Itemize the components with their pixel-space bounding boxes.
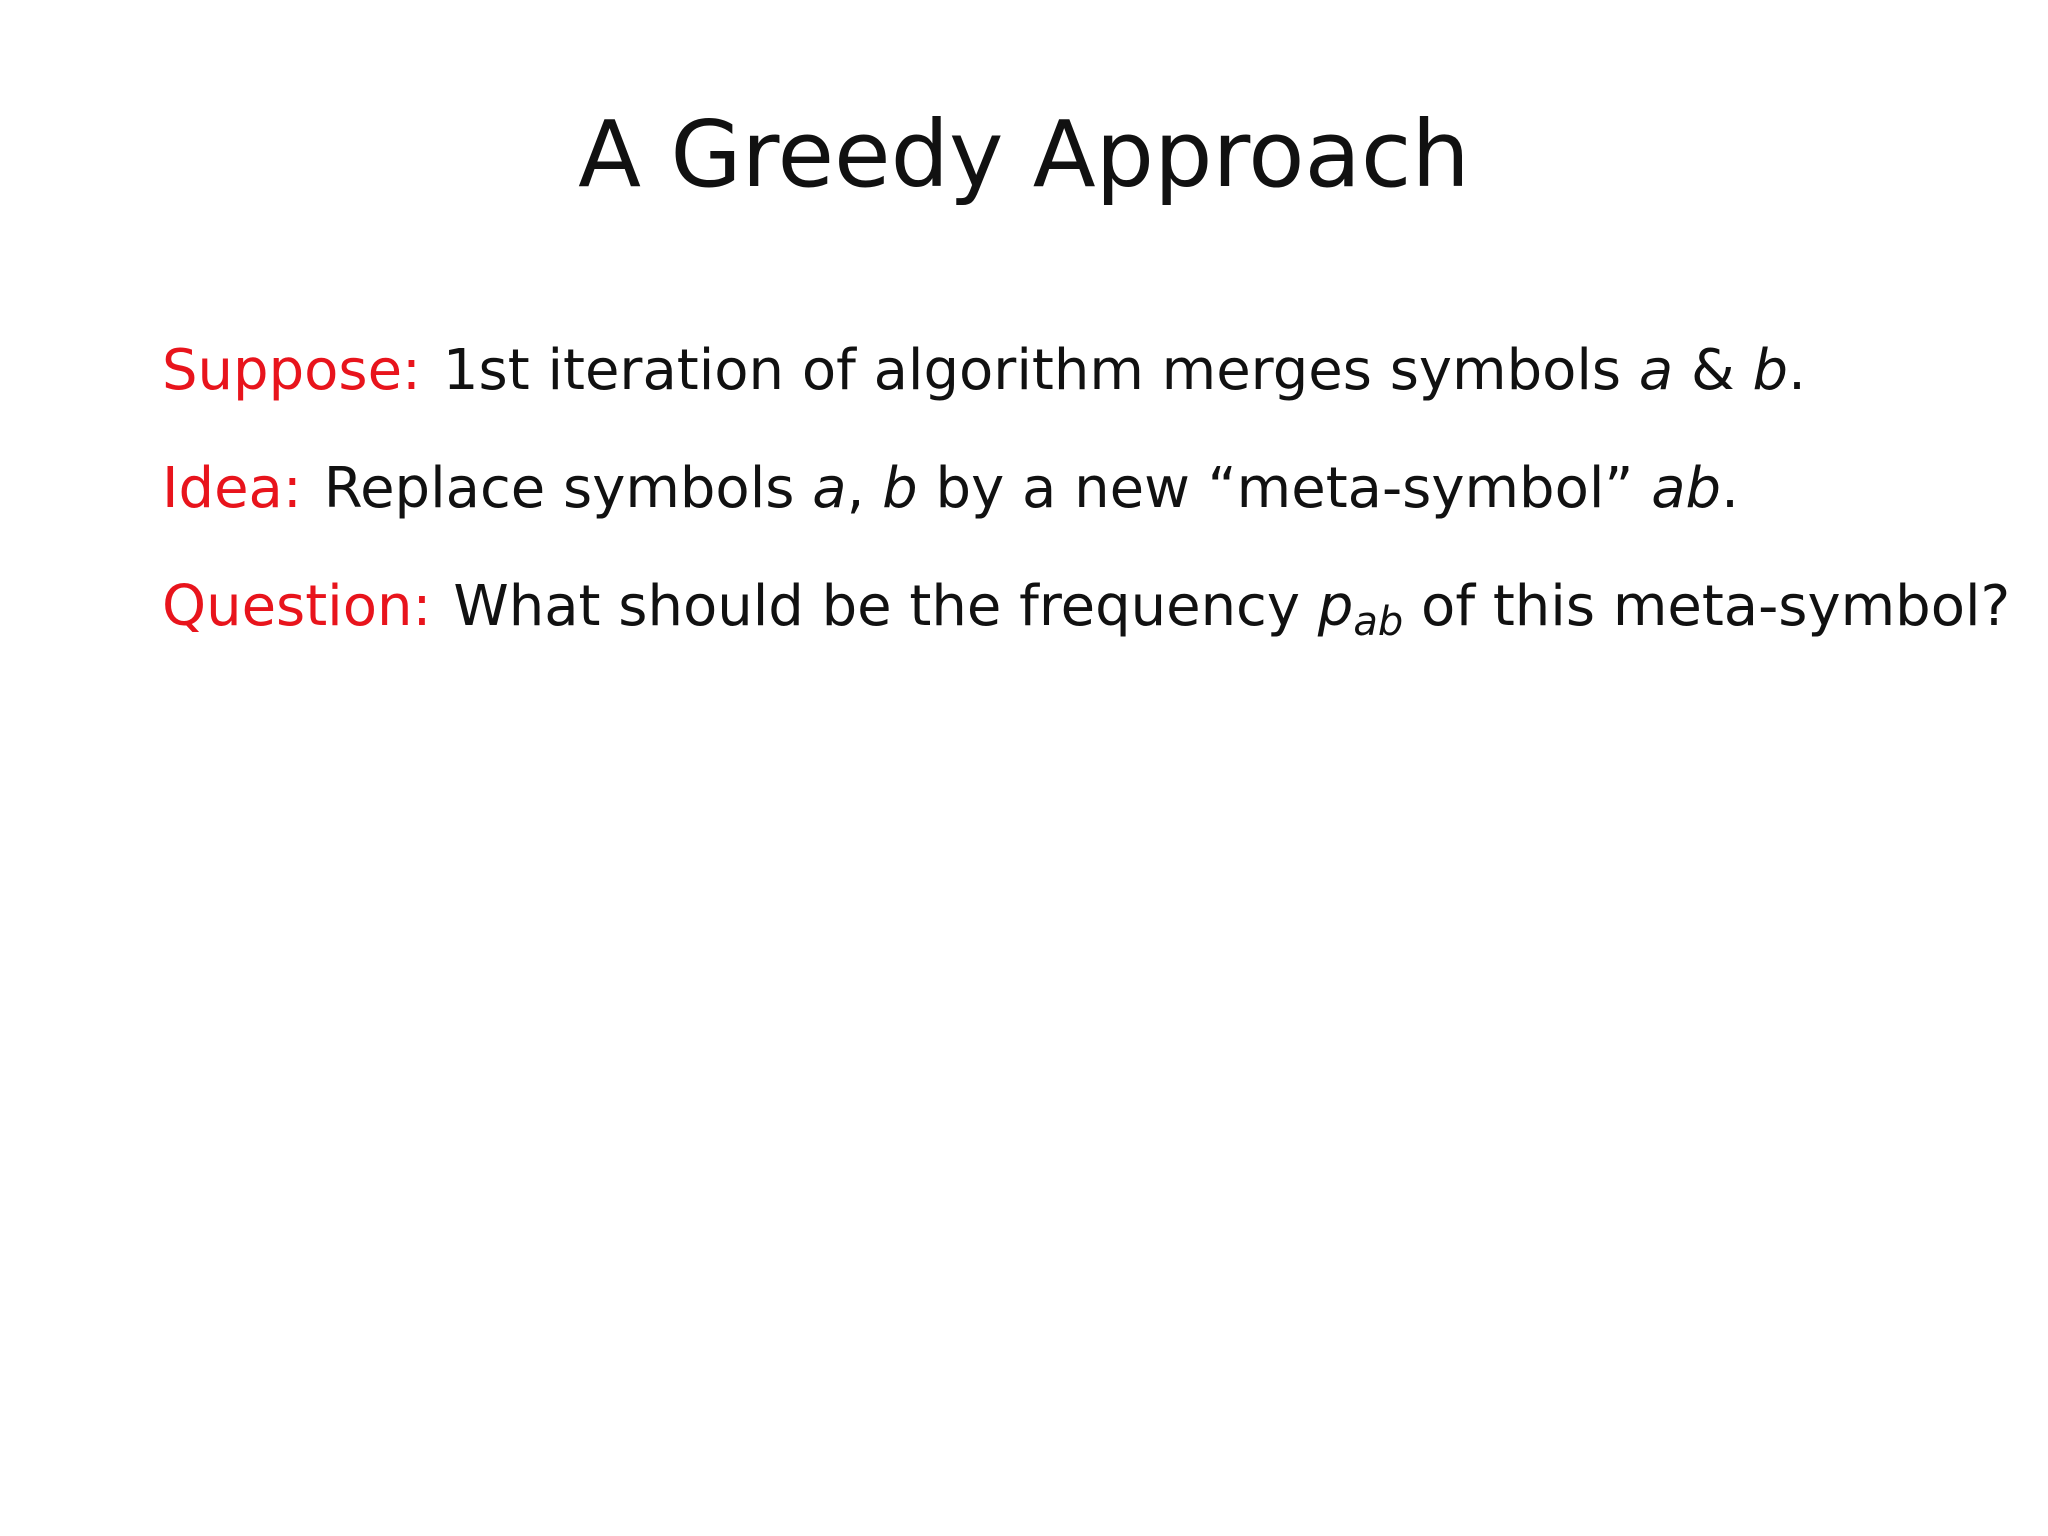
slide-body (162, 338, 2011, 692)
ampersand-text: & (1673, 338, 1753, 403)
frequency-subscript-ab: ab (1353, 599, 1404, 645)
symbol-b: b (882, 456, 918, 521)
question-text: What should be the frequency (453, 574, 1318, 639)
suppose-text: 1st iteration of algorithm merges symbols (442, 338, 1639, 403)
symbol-ab: ab (1651, 456, 1722, 521)
symbol-b: b (1752, 338, 1789, 403)
idea-line (162, 456, 1982, 522)
question-label: Question: (162, 574, 432, 639)
meta-symbol-text: by a new “meta-symbol” (917, 456, 1652, 521)
question-end: of this meta-symbol? (1403, 574, 2011, 639)
symbol-a: a (812, 456, 847, 521)
comma-text: , (846, 456, 883, 521)
suppose-end: . (1788, 338, 1806, 403)
idea-label: Idea: (162, 456, 302, 521)
frequency-symbol-p: p (1317, 574, 1354, 639)
question-line (162, 574, 2011, 645)
idea-end: . (1721, 456, 1739, 521)
slide-title: A Greedy Approach (578, 101, 1470, 208)
idea-text: Replace symbols (323, 456, 813, 521)
suppose-line (162, 338, 1982, 404)
suppose-label: Suppose: (162, 338, 421, 403)
symbol-a: a (1638, 338, 1674, 403)
